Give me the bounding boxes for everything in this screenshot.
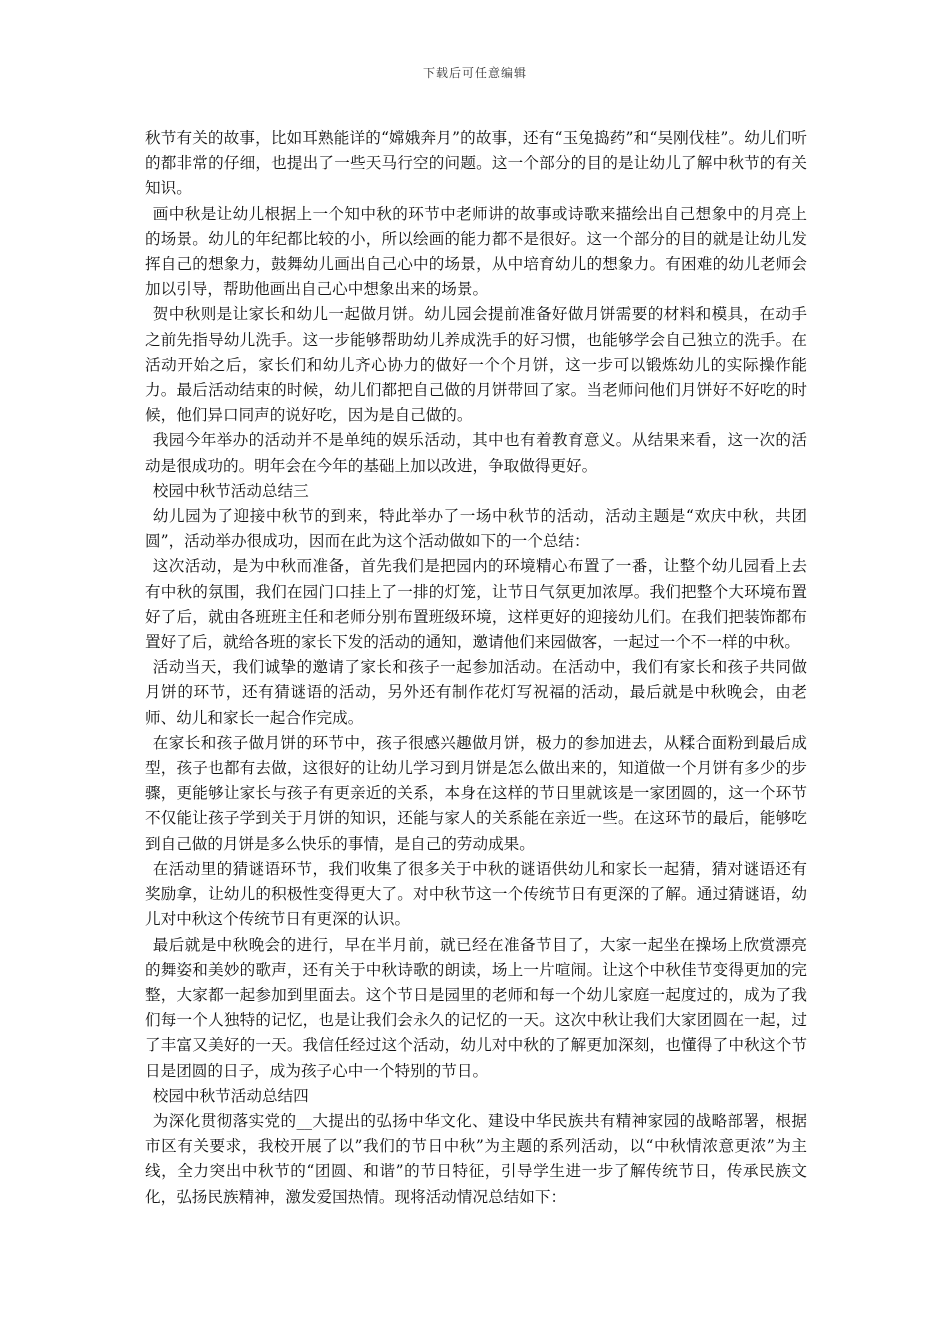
- paragraph: 秋节有关的故事，比如耳熟能详的“嫦娥奔月”的故事，还有“玉兔捣药”和“吴刚伐桂”。幼儿们听的都非常的仔细，也提出了一些天马行空的问题。这一个部分的目的是让幼儿了解中秋节的有关知识。: [145, 129, 807, 198]
- paragraph: 贺中秋则是让家长和幼儿一起做月饼。幼儿园会提前准备好做月饼需要的材料和模具，在动手之前先指导幼儿洗手。这一步能够帮助幼儿养成洗手的好习惯，也能够学会自己独立的洗手。在活动开始之后，家长们和幼儿齐心协力的做好一个个月饼，这一步可以锻炼幼儿的实际操作能力。最后活动结束的时候，幼儿们都把自己做的月饼带回了家。当老师问他们月饼好不好吃的时候，他们异口同声的说好吃，因为是自己做的。: [145, 305, 807, 425]
- paragraph: 在家长和孩子做月饼的环节中，孩子很感兴趣做月饼，极力的参加进去，从糅合面粉到最后成型，孩子也都有去做，这很好的让幼儿学习到月饼是怎么做出来的，知道做一个月饼有多少的步骤，更能够让家长与孩子有更亲近的关系，本身在这样的节日里就该是一家团圆的，这一个环节不仅能让孩子学到关于月饼的知识，还能与家人的关系能在亲近一些。在这环节的最后，能够吃到自己做的月饼是多么快乐的事情，是自己的劳动成果。: [145, 733, 807, 853]
- document-body: [145, 126, 807, 1210]
- paragraph: 最后就是中秋晚会的进行，早在半月前，就已经在准备节目了，大家一起坐在操场上欣赏漂亮的舞姿和美妙的歌声，还有关于中秋诗歌的朗读，场上一片喧闹。让这个中秋佳节变得更加的完整，大家都一起参加到里面去。这个节日是园里的老师和每一个幼儿家庭一起度过的，成为了我们每一个人独特的记忆，也是让我们会永久的记忆的一天。这次中秋让我们大家团圆在一起，过了丰富又美好的一天。我信任经过这个活动，幼儿对中秋的了解更加深刻，也懂得了中秋这个节日是团圆的日子，成为孩子心中一个特别的节日。: [145, 935, 807, 1080]
- paragraph: 我园今年举办的活动并不是单纯的娱乐活动，其中也有着教育意义。从结果来看，这一次的活动是很成功的。明年会在今年的基础上加以改进，争取做得更好。: [145, 431, 807, 475]
- paragraph: 在活动里的猜谜语环节，我们收集了很多关于中秋的谜语供幼儿和家长一起猜，猜对谜语还有奖励拿，让幼儿的积极性变得更大了。对中秋节这一个传统节日有更深的了解。通过猜谜语，幼儿对中秋这个传统节日有更深的认识。: [145, 859, 807, 929]
- paragraph: 画中秋是让幼儿根据上一个知中秋的环节中老师讲的故事或诗歌来描绘出自己想象中的月亮上的场景。幼儿的年纪都比较的小，所以绘画的能力都不是很好。这一个部分的目的就是让幼儿发挥自己的想象力，鼓舞幼儿画出自己心中的场景，从中培育幼儿的想象力。有困难的幼儿老师会加以引导，帮助他画出自己心中想象出来的场景。: [145, 204, 807, 299]
- section-heading: 校园中秋节活动总结三: [152, 481, 309, 500]
- page-header: 下载后可任意编辑: [422, 66, 527, 80]
- paragraph: 幼儿园为了迎接中秋节的到来，特此举办了一场中秋节的活动，活动主题是“欢庆中秋，共团圆”，活动举办很成功，因而在此为这个活动做如下的一个总结：: [145, 507, 807, 551]
- paragraph: 这次活动，是为中秋而准备，首先我们是把园内的环境精心布置了一番，让整个幼儿园看上去有中秋的氛围，我们在园门口挂上了一排的灯笼，让节日气氛更加浓厚。我们把整个大环境布置好了后，就由各班班主任和老师分别布置班级环境，这样更好的迎接幼儿们。在我们把装饰都布置好了后，就给各班的家长下发的活动的通知，邀请他们来园做客，一起过一个不一样的中秋。: [145, 557, 807, 652]
- paragraph: 活动当天，我们诚挚的邀请了家长和孩子一起参加活动。在活动中，我们有家长和孩子共同做月饼的环节，还有猜谜语的活动，另外还有制作花灯写祝福的活动，最后就是中秋晚会，由老师、幼儿和家长一起合作完成。: [145, 658, 807, 727]
- paragraph: 为深化贯彻落实党的__大提出的弘扬中华文化、建设中华民族共有精神家园的战略部署，根据市区有关要求，我校开展了以”我们的节日中秋”为主题的系列活动，以“中秋情浓意更浓”为主线，全力突出中秋节的“团圆、和谐”的节日特征，引导学生进一步了解传统节日，传承民族文化，弘扬民族精神，激发爱国热情。现将活动情况总结如下：: [145, 1111, 807, 1206]
- section-heading: 校园中秋节活动总结四: [152, 1086, 309, 1105]
